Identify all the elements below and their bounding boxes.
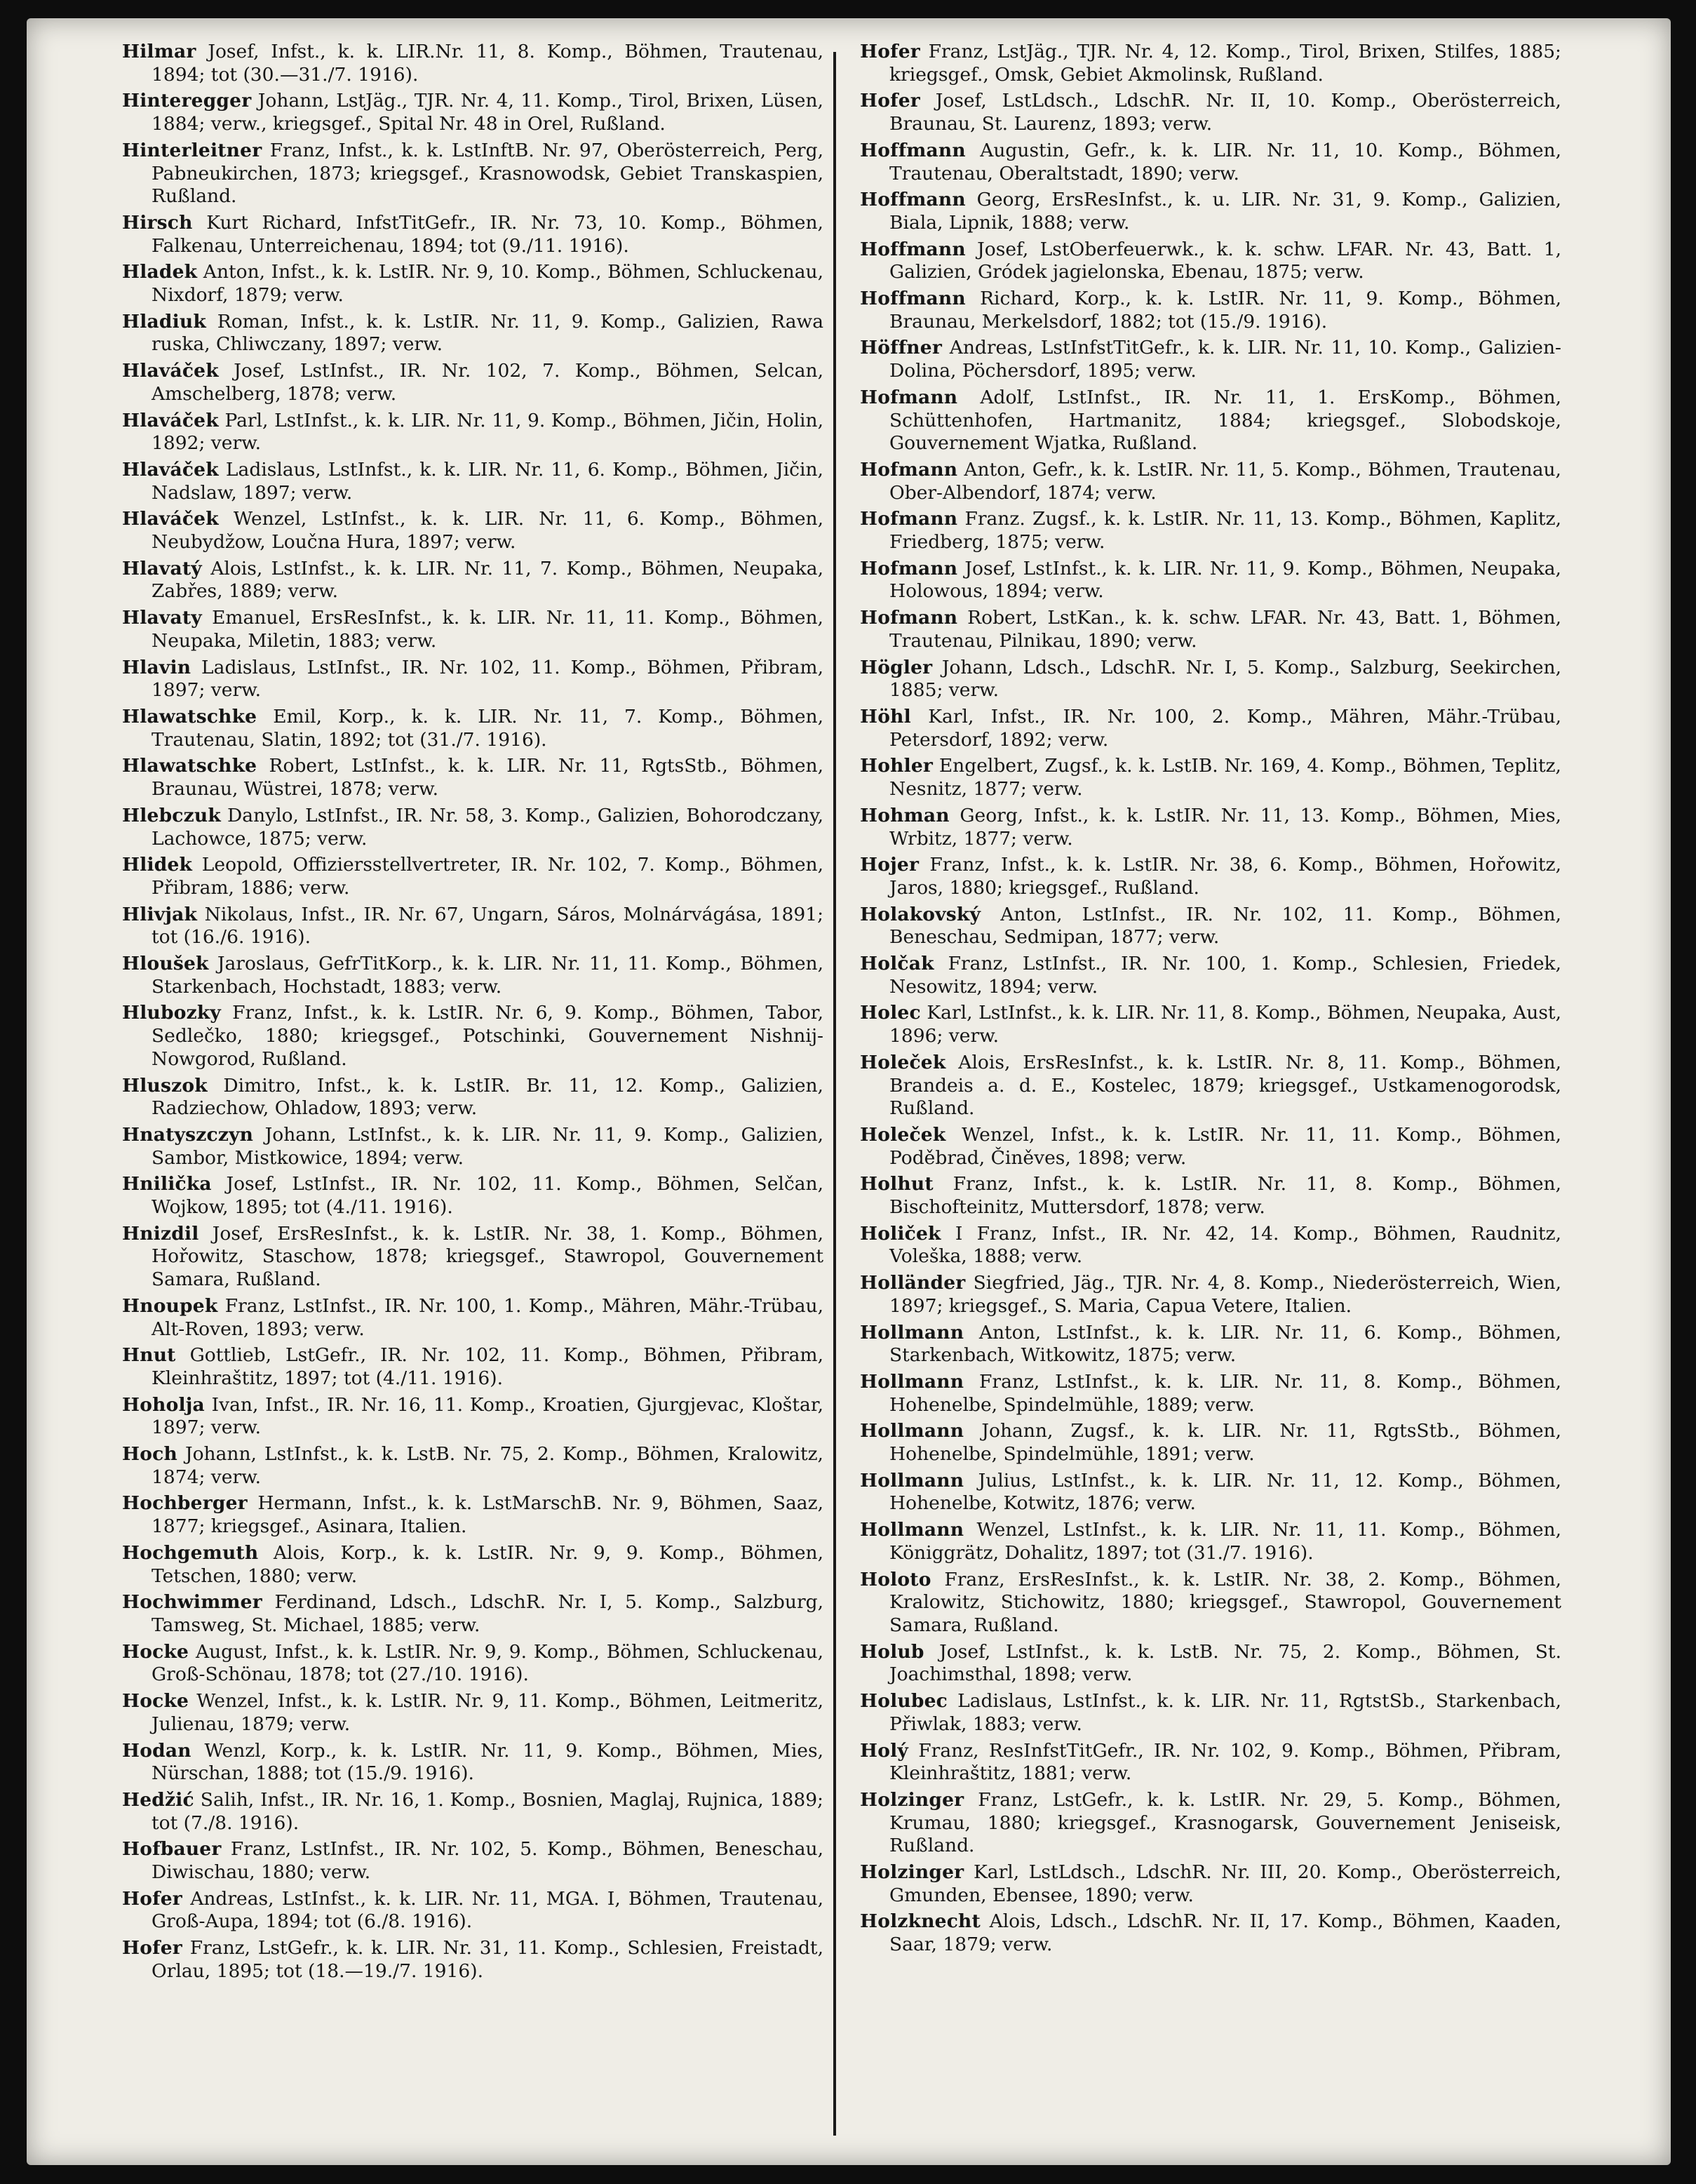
entry-surname: Hinterleitner xyxy=(122,139,262,161)
list-item xyxy=(860,90,1561,135)
entry-details: Johann, Zugsf., k. k. LIR. Nr. 11, RgtsStb., Böhmen, Hohenelbe, Spindelmühle, 1891; verw. xyxy=(889,1420,1561,1466)
entry-surname: Hnizdil xyxy=(122,1222,199,1245)
list-item xyxy=(122,311,823,356)
entry-surname: Hollmann xyxy=(860,1519,964,1541)
entry-surname: Hojer xyxy=(860,854,920,876)
entry-surname: Hlubozky xyxy=(122,1002,221,1024)
list-item xyxy=(122,1838,823,1884)
entry-details: Franz, ResInfstTitGefr., IR. Nr. 102, 9. Komp., Böhmen, Přibram, Kleinhraštitz, 1881; verw. xyxy=(889,1739,1561,1785)
entry-surname: Holý xyxy=(860,1739,908,1762)
entry-surname: Hodan xyxy=(122,1739,191,1762)
list-item xyxy=(122,1690,823,1736)
list-item xyxy=(860,1173,1561,1219)
list-item xyxy=(860,387,1561,455)
list-item xyxy=(122,1124,823,1170)
entry-surname: Hirsch xyxy=(122,211,193,234)
entry-surname: Hloušek xyxy=(122,953,209,975)
list-item xyxy=(860,1470,1561,1515)
entry-surname: Hofmann xyxy=(860,458,958,481)
entry-details: Franz, LstInfst., IR. Nr. 102, 5. Komp., Böhmen, Beneschau, Diwischau, 1880; verw. xyxy=(152,1838,823,1884)
entry-details: Danylo, LstInfst., IR. Nr. 58, 3. Komp., Galizien, Bohorodczany, Lachowce, 1875; verw. xyxy=(152,804,823,850)
entry-surname: Hilmar xyxy=(122,41,196,62)
entry-surname: Hedžić xyxy=(122,1788,194,1811)
entry-details: Ladislaus, LstInfst., IR. Nr. 102, 11. Komp., Böhmen, Přibram, 1897; verw. xyxy=(152,656,823,702)
entry-details: Kurt Richard, InfstTitGefr., IR. Nr. 73, 10. Komp., Böhmen, Falkenau, Unterreichenau, 1894; tot (9./11. 1916). xyxy=(152,211,823,257)
entry-surname: Hlavatý xyxy=(122,557,202,580)
entry-details: I Franz, Infst., IR. Nr. 42, 14. Komp., Böhmen, Raudnitz, Voleška, 1888; verw. xyxy=(889,1222,1561,1268)
entry-surname: Hlivjak xyxy=(122,903,198,925)
entry-surname: Hofmann xyxy=(860,607,958,629)
list-item xyxy=(122,657,823,702)
entry-details: Emil, Korp., k. k. LIR. Nr. 11, 7. Komp., Böhmen, Trautenau, Slatin, 1892; tot (31./7. 1916). xyxy=(152,705,823,751)
entry-details: Wenzel, Infst., k. k. LstIR. Nr. 9, 11. Komp., Böhmen, Leitmeritz, Julienau, 1879; verw. xyxy=(152,1690,823,1735)
entry-surname: Hollmann xyxy=(860,1469,964,1492)
entry-surname: Hoffmann xyxy=(860,238,966,260)
list-item xyxy=(860,288,1561,333)
list-item xyxy=(122,1173,823,1219)
list-item xyxy=(122,1542,823,1588)
entry-details: Dimitro, Infst., k. k. LstIR. Br. 11, 12. Komp., Galizien, Radziechow, Ohladow, 1893; verw. xyxy=(152,1074,823,1120)
list-item xyxy=(860,1420,1561,1466)
entry-details: Alois, ErsResInfst., k. k. LstIR. Nr. 8, 11. Komp., Böhmen, Brandeis a. d. E., Kostelec, 1879; kriegsgef., Ustkamenogorodsk, Rußland. xyxy=(889,1051,1561,1120)
entry-details: Franz, LstInfst., IR. Nr. 100, 1. Komp., Schlesien, Friedek, Nesowitz, 1894; verw. xyxy=(889,953,1561,998)
entry-surname: Hofer xyxy=(122,1887,182,1910)
entry-details: Johann, LstInfst., k. k. LstB. Nr. 75, 2. Komp., Böhmen, Kralowitz, 1874; verw. xyxy=(152,1443,823,1488)
entry-surname: Hofbauer xyxy=(122,1838,222,1861)
entry-details: Adolf, LstInfst., IR. Nr. 11, 1. ErsKomp., Böhmen, Schüttenhofen, Hartmanitz, 1884; kriegsgef., Slobodskoje, Gouvernement Wjatka, Rußland. xyxy=(889,386,1561,455)
entry-surname: Hollmann xyxy=(860,1321,964,1344)
entry-details: Georg, ErsResInfst., k. u. LIR. Nr. 31, 9. Komp., Galizien, Biala, Lipnik, 1888; verw. xyxy=(889,189,1561,234)
entry-details: Josef, Infst., k. k. LIR.Nr. 11, 8. Komp., Böhmen, Trautenau, 1894; tot (30.—31./7. 1916). xyxy=(152,41,823,86)
right-column xyxy=(860,41,1561,1960)
entry-surname: Hochwimmer xyxy=(122,1591,262,1614)
entry-details: Georg, Infst., k. k. LstIR. Nr. 11, 13. Komp., Böhmen, Mies, Wrbitz, 1877; verw. xyxy=(889,804,1561,850)
entry-details: Franz, Infst., k. k. LstIR. Nr. 11, 8. Komp., Böhmen, Bischofteinitz, Muttersdorf, 1878; verw. xyxy=(889,1173,1561,1219)
list-item xyxy=(860,1910,1561,1956)
list-item xyxy=(122,1443,823,1489)
entry-surname: Hochberger xyxy=(122,1492,248,1515)
entry-surname: Hluszok xyxy=(122,1074,208,1097)
list-item xyxy=(122,1344,823,1390)
list-item xyxy=(860,1052,1561,1120)
list-item xyxy=(860,1124,1561,1170)
entry-surname: Holeček xyxy=(860,1051,946,1073)
entry-surname: Hlaváček xyxy=(122,458,219,481)
list-item xyxy=(122,904,823,949)
entry-details: Franz, LstInfst., IR. Nr. 100, 1. Komp., Mähren, Mähr.-Trübau, Alt-Roven, 1893; verw. xyxy=(152,1294,823,1340)
list-item xyxy=(860,1569,1561,1637)
list-item xyxy=(122,1740,823,1786)
entry-details: Alois, Korp., k. k. LstIR. Nr. 9, 9. Komp., Böhmen, Tetschen, 1880; verw. xyxy=(152,1541,823,1587)
entry-surname: Hoffmann xyxy=(860,189,966,211)
list-item xyxy=(860,337,1561,382)
entry-details: Josef, LstOberfeuerwk., k. k. schw. LFAR. Nr. 43, Batt. 1, Galizien, Gródek jagielonska, Ebenau, 1875; verw. xyxy=(889,238,1561,283)
list-item xyxy=(122,706,823,751)
entry-details: Parl, LstInfst., k. k. LIR. Nr. 11, 9. Komp., Böhmen, Jičin, Holin, 1892; verw. xyxy=(152,409,823,455)
list-item xyxy=(860,706,1561,751)
entry-surname: Hladiuk xyxy=(122,310,206,333)
entry-surname: Hlawatschke xyxy=(122,755,257,777)
entry-details: Siegfried, Jäg., TJR. Nr. 4, 8. Komp., Niederösterreich, Wien, 1897; kriegsgef., S. Maria, Capua Vetere, Italien. xyxy=(889,1272,1561,1317)
entry-details: Ladislaus, LstInfst., k. k. LIR. Nr. 11, 6. Komp., Böhmen, Jičin, Nadslaw, 1897; verw. xyxy=(152,458,823,504)
list-item xyxy=(860,1861,1561,1907)
entry-surname: Holec xyxy=(860,1002,921,1024)
entry-surname: Hocke xyxy=(122,1690,189,1713)
document-page xyxy=(27,18,1671,2165)
list-item xyxy=(860,1371,1561,1416)
entry-details: Wenzl, Korp., k. k. LstIR. Nr. 11, 9. Komp., Böhmen, Mies, Nürschan, 1888; tot (15./9. 1916). xyxy=(152,1739,823,1785)
entry-details: Josef, ErsResInfst., k. k. LstIR. Nr. 38, 1. Komp., Böhmen, Hořowitz, Staschow, 1878; kriegsgef., Stawropol, Gouvernement Samara, Rußland. xyxy=(152,1222,823,1291)
entry-surname: Hnoupek xyxy=(122,1294,218,1317)
list-item xyxy=(122,90,823,135)
entry-details: Salih, Infst., IR. Nr. 16, 1. Komp., Bosnien, Maglaj, Rujnica, 1889; tot (7./8. 1916). xyxy=(152,1788,823,1834)
list-item xyxy=(860,1690,1561,1736)
list-item xyxy=(122,805,823,850)
list-item xyxy=(860,1272,1561,1318)
entry-details: Andreas, LstInfstTitGefr., k. k. LIR. Nr. 11, 10. Komp., Galizien-Dolina, Pöchersdorf, 1895; verw. xyxy=(889,337,1561,382)
entry-details: Franz, Infst., k. k. LstIR. Nr. 38, 6. Komp., Böhmen, Hořowitz, Jaros, 1880; kriegsgef., Rußland. xyxy=(889,854,1561,899)
entry-details: Richard, Korp., k. k. LstIR. Nr. 11, 9. Komp., Böhmen, Braunau, Merkelsdorf, 1882; tot (15./9. 1916). xyxy=(889,288,1561,333)
entry-details: Josef, LstLdsch., LdschR. Nr. II, 10. Komp., Oberösterreich, Braunau, St. Laurenz, 1893; verw. xyxy=(889,90,1561,135)
list-item xyxy=(860,1789,1561,1858)
entry-details: Franz, LstJäg., TJR. Nr. 4, 12. Komp., Tirol, Brixen, Stilfes, 1885; kriegsgef., Omsk, Gebiet Akmolinsk, Rußland. xyxy=(889,41,1561,86)
entry-surname: Hnilička xyxy=(122,1173,212,1195)
list-item xyxy=(860,755,1561,800)
entry-details: Anton, LstInfst., IR. Nr. 102, 11. Komp., Böhmen, Beneschau, Sedmipan, 1877; verw. xyxy=(889,903,1561,949)
entry-surname: Hlavaty xyxy=(122,607,202,629)
entry-surname: Hofer xyxy=(860,90,920,112)
entry-details: Anton, Infst., k. k. LstIR. Nr. 9, 10. Komp., Böhmen, Schluckenau, Nixdorf, 1879; verw. xyxy=(152,261,823,307)
list-item xyxy=(122,1937,823,1983)
entry-surname: Hlawatschke xyxy=(122,705,257,728)
entry-surname: Hofmann xyxy=(860,557,958,580)
list-item xyxy=(122,953,823,998)
left-column xyxy=(122,41,823,1987)
list-item xyxy=(122,1002,823,1071)
entry-details: Anton, Gefr., k. k. LstIR. Nr. 11, 5. Komp., Böhmen, Trautenau, Ober-Albendorf, 1874; verw. xyxy=(889,458,1561,504)
entry-details: Ladislaus, LstInfst., k. k. LIR. Nr. 11, RgtstSb., Starkenbach, Přiwlak, 1883; verw. xyxy=(889,1690,1561,1735)
entry-surname: Hinteregger xyxy=(122,90,252,112)
entry-details: Robert, LstKan., k. k. schw. LFAR. Nr. 43, Batt. 1, Böhmen, Trautenau, Pilnikau, 1890; verw. xyxy=(889,607,1561,652)
entry-surname: Holakovský xyxy=(860,903,981,925)
entry-surname: Hofer xyxy=(860,41,920,62)
entry-details: Karl, LstLdsch., LdschR. Nr. III, 20. Komp., Oberösterreich, Gmunden, Ebensee, 1890; verw. xyxy=(889,1861,1561,1906)
entry-surname: Holubec xyxy=(860,1690,948,1713)
entry-surname: Holzinger xyxy=(860,1788,964,1811)
entry-surname: Hoffmann xyxy=(860,288,966,310)
list-item xyxy=(122,1789,823,1835)
entry-details: Johann, Ldsch., LdschR. Nr. I, 5. Komp., Salzburg, Seekirchen, 1885; verw. xyxy=(889,656,1561,702)
list-item xyxy=(860,140,1561,185)
entry-surname: Hladek xyxy=(122,261,198,283)
entry-details: Franz, LstGefr., k. k. LIR. Nr. 31, 11. Komp., Schlesien, Freistadt, Orlau, 1895; tot (18.—19./7. 1916). xyxy=(152,1937,823,1982)
list-item xyxy=(122,459,823,504)
entry-surname: Holčak xyxy=(860,953,934,975)
entry-details: Andreas, LstInfst., k. k. LIR. Nr. 11, MGA. I, Böhmen, Trautenau, Groß-Aupa, 1894; tot (6./8. 1916). xyxy=(152,1887,823,1933)
entry-details: Franz, Infst., k. k. LstIR. Nr. 6, 9. Komp., Böhmen, Tabor, Sedlečko, 1880; kriegsgef., Potschinki, Gouvernement Nishnij-Nowgorod, Rußland. xyxy=(152,1002,823,1070)
entry-surname: Hofer xyxy=(122,1937,182,1959)
list-item xyxy=(122,41,823,86)
entry-surname: Hlaváček xyxy=(122,360,219,382)
entry-details: Nikolaus, Infst., IR. Nr. 67, Ungarn, Sáros, Molnárvágása, 1891; tot (16./6. 1916). xyxy=(152,903,823,949)
entry-details: Anton, LstInfst., k. k. LIR. Nr. 11, 6. Komp., Böhmen, Starkenbach, Witkowitz, 1875; verw. xyxy=(889,1321,1561,1367)
entry-details: Leopold, Offiziersstellvertreter, IR. Nr. 102, 7. Komp., Böhmen, Přibram, 1886; verw. xyxy=(152,854,823,899)
entry-surname: Hoch xyxy=(122,1443,177,1466)
list-item xyxy=(860,459,1561,504)
list-item xyxy=(860,1002,1561,1047)
entry-details: Gottlieb, LstGefr., IR. Nr. 102, 11. Komp., Böhmen, Přibram, Kleinhraštitz, 1897; tot (4./11. 1916). xyxy=(152,1344,823,1389)
list-item xyxy=(122,140,823,208)
entry-surname: Hlebczuk xyxy=(122,804,221,826)
list-item xyxy=(122,1295,823,1341)
entry-details: Robert, LstInfst., k. k. LIR. Nr. 11, RgtsStb., Böhmen, Braunau, Wüstrei, 1878; verw. xyxy=(152,755,823,800)
list-item xyxy=(122,261,823,307)
list-item xyxy=(122,1394,823,1440)
entry-details: Wenzel, Infst., k. k. LstIR. Nr. 11, 11. Komp., Böhmen, Poděbrad, Činěves, 1898; verw. xyxy=(889,1123,1561,1169)
entry-surname: Holländer xyxy=(860,1272,966,1294)
entry-details: Augustin, Gefr., k. k. LIR. Nr. 11, 10. Komp., Böhmen, Trautenau, Oberaltstadt, 1890; verw. xyxy=(889,139,1561,185)
list-item xyxy=(860,41,1561,86)
list-item xyxy=(122,755,823,800)
entry-details: Julius, LstInfst., k. k. LIR. Nr. 11, 12. Komp., Böhmen, Hohenelbe, Kotwitz, 1876; verw. xyxy=(889,1469,1561,1515)
entry-surname: Hnut xyxy=(122,1344,176,1367)
entry-surname: Hochgemuth xyxy=(122,1541,259,1564)
list-item xyxy=(122,1492,823,1538)
entry-surname: Hocke xyxy=(122,1640,189,1663)
column-divider xyxy=(833,52,836,2136)
list-item xyxy=(122,360,823,406)
entry-details: Karl, Infst., IR. Nr. 100, 2. Komp., Mähren, Mähr.-Trübau, Petersdorf, 1892; verw. xyxy=(889,705,1561,751)
entry-details: Josef, LstInfst., k. k. LstB. Nr. 75, 2. Komp., Böhmen, St. Joachimsthal, 1898; verw. xyxy=(889,1640,1561,1686)
entry-surname: Höhl xyxy=(860,705,911,728)
entry-surname: Holub xyxy=(860,1640,924,1663)
entry-surname: Hofmann xyxy=(860,508,958,530)
entry-surname: Holoto xyxy=(860,1568,931,1590)
entry-details: Franz. Zugsf., k. k. LstIR. Nr. 11, 13. Komp., Böhmen, Kaplitz, Friedberg, 1875; verw. xyxy=(889,508,1561,554)
entry-details: Karl, LstInfst., k. k. LIR. Nr. 11, 8. Komp., Böhmen, Neupaka, Aust, 1896; verw. xyxy=(889,1002,1561,1047)
entry-surname: Holzinger xyxy=(860,1861,964,1884)
entry-surname: Hohman xyxy=(860,804,950,826)
list-item xyxy=(122,410,823,455)
entry-details: Josef, LstInfst., IR. Nr. 102, 11. Komp., Böhmen, Selčan, Wojkow, 1895; tot (4./11. 1916). xyxy=(152,1173,823,1219)
entry-surname: Hohler xyxy=(860,755,934,777)
list-item xyxy=(122,1888,823,1934)
entry-details: Franz, Infst., k. k. LstInftB. Nr. 97, Oberösterreich, Perg, Pabneukirchen, 1873; kriegsgef., Krasnowodsk, Gebiet Transkaspien, Rußland. xyxy=(152,139,823,208)
list-item xyxy=(860,904,1561,949)
list-item xyxy=(122,1075,823,1120)
list-item xyxy=(122,508,823,554)
list-item xyxy=(860,1740,1561,1786)
entry-details: Jaroslaus, GefrTitKorp., k. k. LIR. Nr. 11, 11. Komp., Böhmen, Starkenbach, Hochstadt, 1883; verw. xyxy=(152,953,823,998)
entry-surname: Holzknecht xyxy=(860,1910,981,1933)
entry-details: Emanuel, ErsResInfst., k. k. LIR. Nr. 11, 11. Komp., Böhmen, Neupaka, Miletin, 1883; verw. xyxy=(152,607,823,652)
entry-surname: Hlaváček xyxy=(122,409,219,431)
entry-surname: Hollmann xyxy=(860,1420,964,1442)
entry-details: Josef, LstInfst., IR. Nr. 102, 7. Komp., Böhmen, Selcan, Amschelberg, 1878; verw. xyxy=(152,360,823,405)
entry-details: Johann, LstInfst., k. k. LIR. Nr. 11, 9. Komp., Galizien, Sambor, Mistkowice, 1894; verw. xyxy=(152,1123,823,1169)
list-item xyxy=(860,805,1561,850)
entry-surname: Holeček xyxy=(860,1123,946,1146)
list-item xyxy=(860,657,1561,702)
entry-details: Alois, Ldsch., LdschR. Nr. II, 17. Komp., Böhmen, Kaaden, Saar, 1879; verw. xyxy=(889,1910,1561,1956)
entry-details: Alois, LstInfst., k. k. LIR. Nr. 11, 7. Komp., Böhmen, Neupaka, Zabřes, 1889; verw. xyxy=(152,557,823,603)
entry-surname: Hoffmann xyxy=(860,139,966,161)
entry-details: Wenzel, LstInfst., k. k. LIR. Nr. 11, 6. Komp., Böhmen, Neubydžow, Loučna Hura, 1897; verw. xyxy=(152,508,823,554)
entry-details: Hermann, Infst., k. k. LstMarschB. Nr. 9, Böhmen, Saaz, 1877; kriegsgef., Asinara, Italien. xyxy=(152,1492,823,1538)
entry-surname: Hlavin xyxy=(122,656,191,678)
entry-surname: Hollmann xyxy=(860,1370,964,1393)
entry-details: Johann, LstJäg., TJR. Nr. 4, 11. Komp., Tirol, Brixen, Lüsen, 1884; verw., kriegsgef., Spital Nr. 48 in Orel, Rußland. xyxy=(152,90,823,135)
entry-surname: Högler xyxy=(860,656,933,678)
entry-surname: Hlidek xyxy=(122,854,193,876)
list-item xyxy=(860,239,1561,284)
list-item xyxy=(860,1519,1561,1565)
entry-details: Engelbert, Zugsf., k. k. LstIB. Nr. 169, 4. Komp., Böhmen, Teplitz, Nesnitz, 1877; verw. xyxy=(889,755,1561,800)
list-item xyxy=(122,558,823,603)
list-item xyxy=(860,558,1561,603)
entry-details: Franz, LstGefr., k. k. LstIR. Nr. 29, 5. Komp., Böhmen, Krumau, 1880; kriegsgef., Krasnogarsk, Gouvernement Jeniseisk, Rußland. xyxy=(889,1788,1561,1857)
list-item xyxy=(860,508,1561,554)
list-item xyxy=(860,607,1561,652)
list-item xyxy=(860,953,1561,998)
list-item xyxy=(860,1322,1561,1367)
entry-surname: Höffner xyxy=(860,337,943,359)
list-item xyxy=(122,607,823,652)
entry-details: Roman, Infst., k. k. LstIR. Nr. 11, 9. Komp., Galizien, Rawa ruska, Chliwczany, 1897; verw. xyxy=(152,310,823,356)
list-item xyxy=(122,854,823,899)
list-item xyxy=(860,1223,1561,1268)
list-item xyxy=(122,212,823,257)
entry-details: August, Infst., k. k. LstIR. Nr. 9, 9. Komp., Böhmen, Schluckenau, Groß-Schönau, 1878; tot (27./10. 1916). xyxy=(152,1640,823,1686)
list-item xyxy=(860,1641,1561,1687)
entry-details: Josef, LstInfst., k. k. LIR. Nr. 11, 9. Komp., Böhmen, Neupaka, Holowous, 1894; verw. xyxy=(889,557,1561,603)
list-item xyxy=(122,1641,823,1687)
list-item xyxy=(860,189,1561,234)
list-item xyxy=(122,1591,823,1637)
list-item xyxy=(122,1223,823,1292)
entry-surname: Holhut xyxy=(860,1173,934,1195)
entry-details: Franz, ErsResInfst., k. k. LstIR. Nr. 38, 2. Komp., Böhmen, Kralowitz, Stichowitz, 1880; kriegsgef., Stawropol, Gouvernement Samara, Rußland. xyxy=(889,1568,1561,1636)
entry-details: Franz, LstInfst., k. k. LIR. Nr. 11, 8. Komp., Böhmen, Hohenelbe, Spindelmühle, 1889; verw. xyxy=(889,1370,1561,1416)
entry-details: Ferdinand, Ldsch., LdschR. Nr. I, 5. Komp., Salzburg, Tamsweg, St. Michael, 1885; verw. xyxy=(152,1591,823,1636)
entry-details: Ivan, Infst., IR. Nr. 16, 11. Komp., Kroatien, Gjurgjevac, Kloštar, 1897; verw. xyxy=(152,1393,823,1439)
entry-surname: Hofmann xyxy=(860,386,958,408)
entry-surname: Hoholja xyxy=(122,1393,205,1416)
entry-surname: Holiček xyxy=(860,1222,941,1245)
entry-surname: Hnatyszczyn xyxy=(122,1123,254,1146)
entry-details: Wenzel, LstInfst., k. k. LIR. Nr. 11, 11. Komp., Böhmen, Königgrätz, Dohalitz, 1897; tot (31./7. 1916). xyxy=(889,1519,1561,1564)
list-item xyxy=(860,854,1561,899)
entry-surname: Hlaváček xyxy=(122,508,219,530)
